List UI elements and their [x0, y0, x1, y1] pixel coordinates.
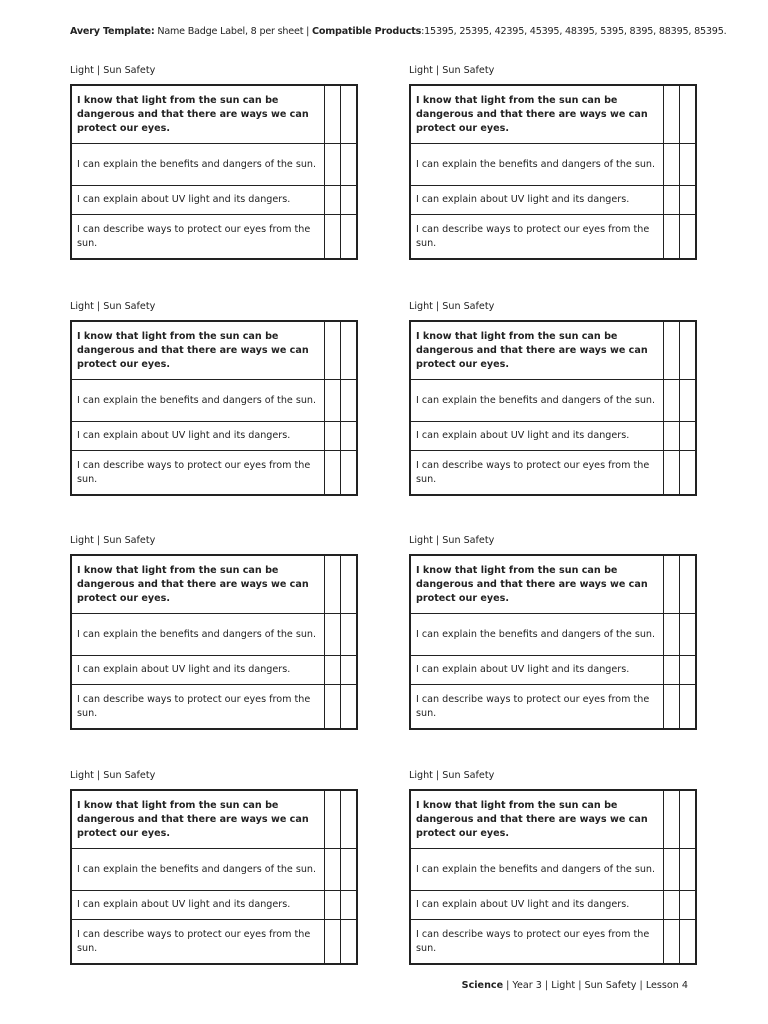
tick-box[interactable] — [325, 422, 341, 451]
badge-label — [70, 300, 358, 496]
tick-box[interactable] — [680, 451, 697, 496]
tick-box[interactable] — [680, 891, 697, 920]
objective-heading: I know that light from the sun can be dangerous and that there are ways we can protect our eyes. — [71, 790, 325, 849]
objective-statement: I can describe ways to protect our eyes from the sun. — [410, 215, 664, 260]
objective-statement: I can explain the benefits and dangers of the sun. — [410, 144, 664, 186]
objective-heading: I know that light from the sun can be dangerous and that there are ways we can protect our eyes. — [71, 555, 325, 614]
objective-row — [410, 321, 696, 380]
tick-box[interactable] — [325, 555, 341, 614]
label-title: Light | Sun Safety — [70, 65, 156, 76]
objectives-table — [409, 320, 697, 496]
objective-statement: I can explain the benefits and dangers of the sun. — [71, 144, 325, 186]
objective-row — [410, 215, 696, 260]
tick-box[interactable] — [680, 685, 697, 730]
objective-row — [71, 920, 357, 965]
tick-box[interactable] — [341, 380, 358, 422]
tick-box[interactable] — [341, 321, 358, 380]
sheet-header — [70, 26, 726, 37]
objective-statement: I can explain about UV light and its dangers. — [71, 891, 325, 920]
objective-row — [410, 451, 696, 496]
objective-statement: I can describe ways to protect our eyes from the sun. — [71, 215, 325, 260]
objective-row — [71, 422, 357, 451]
label-title: Light | Sun Safety — [409, 770, 495, 781]
objective-statement: I can explain about UV light and its dangers. — [71, 422, 325, 451]
tick-box[interactable] — [664, 380, 680, 422]
objectives-table — [70, 554, 358, 730]
tick-box[interactable] — [325, 849, 341, 891]
objective-statement: I can explain the benefits and dangers of the sun. — [71, 614, 325, 656]
objective-statement: I can explain the benefits and dangers of the sun. — [410, 849, 664, 891]
objective-row — [71, 891, 357, 920]
tick-box[interactable] — [325, 144, 341, 186]
badge-label — [70, 534, 358, 730]
label-title: Light | Sun Safety — [409, 535, 495, 546]
tick-box[interactable] — [680, 920, 697, 965]
objective-heading: I know that light from the sun can be dangerous and that there are ways we can protect our eyes. — [410, 555, 664, 614]
objective-statement: I can describe ways to protect our eyes from the sun. — [410, 685, 664, 730]
products-value: :15395, 25395, 42395, 45395, 48395, 5395, 8395, 88395, 85395. — [421, 26, 727, 37]
tick-box[interactable] — [341, 849, 358, 891]
objectives-table — [70, 789, 358, 965]
objective-row — [71, 656, 357, 685]
objective-statement: I can describe ways to protect our eyes from the sun. — [71, 451, 325, 496]
objectives-table — [409, 554, 697, 730]
objective-row — [410, 790, 696, 849]
label-title: Light | Sun Safety — [409, 65, 495, 76]
objective-statement: I can explain about UV light and its dangers. — [410, 656, 664, 685]
objective-row — [71, 144, 357, 186]
badge-label — [70, 769, 358, 965]
tick-box[interactable] — [664, 321, 680, 380]
tick-box[interactable] — [341, 891, 358, 920]
objective-row — [410, 656, 696, 685]
tick-box[interactable] — [680, 144, 697, 186]
objective-statement: I can describe ways to protect our eyes from the sun. — [71, 920, 325, 965]
tick-box[interactable] — [664, 215, 680, 260]
objective-statement: I can describe ways to protect our eyes from the sun. — [410, 920, 664, 965]
tick-box[interactable] — [325, 321, 341, 380]
footer-subject: Science — [461, 980, 504, 991]
label-title: Light | Sun Safety — [70, 535, 156, 546]
objectives-table — [409, 789, 697, 965]
tick-box[interactable] — [664, 85, 680, 144]
tick-box[interactable] — [325, 380, 341, 422]
tick-box[interactable] — [325, 656, 341, 685]
badge-label — [409, 534, 697, 730]
tick-box[interactable] — [680, 614, 697, 656]
tick-box[interactable] — [680, 215, 697, 260]
objective-heading: I know that light from the sun can be dangerous and that there are ways we can protect our eyes. — [71, 321, 325, 380]
tick-box[interactable] — [341, 422, 358, 451]
objective-row — [410, 186, 696, 215]
tick-box[interactable] — [341, 614, 358, 656]
objective-row — [410, 422, 696, 451]
badge-label — [70, 64, 358, 260]
objective-statement: I can explain about UV light and its dangers. — [71, 656, 325, 685]
objective-statement: I can explain about UV light and its dangers. — [71, 186, 325, 215]
objective-statement: I can explain the benefits and dangers of the sun. — [71, 849, 325, 891]
tick-box[interactable] — [664, 555, 680, 614]
objective-statement: I can explain the benefits and dangers of the sun. — [71, 380, 325, 422]
objective-row — [410, 614, 696, 656]
objective-row — [410, 685, 696, 730]
objective-heading: I know that light from the sun can be dangerous and that there are ways we can protect our eyes. — [410, 85, 664, 144]
tick-box[interactable] — [664, 920, 680, 965]
objective-statement: I can describe ways to protect our eyes from the sun. — [410, 451, 664, 496]
tick-box[interactable] — [325, 790, 341, 849]
tick-box[interactable] — [664, 790, 680, 849]
tick-box[interactable] — [325, 920, 341, 965]
objective-row — [71, 380, 357, 422]
objective-row — [410, 555, 696, 614]
tick-box[interactable] — [325, 215, 341, 260]
tick-box[interactable] — [341, 790, 358, 849]
tick-box[interactable] — [325, 186, 341, 215]
tick-box[interactable] — [664, 614, 680, 656]
tick-box[interactable] — [341, 920, 358, 965]
tick-box[interactable] — [664, 186, 680, 215]
objective-statement: I can explain the benefits and dangers of the sun. — [410, 380, 664, 422]
objectives-table — [409, 84, 697, 260]
tick-box[interactable] — [325, 614, 341, 656]
tick-box[interactable] — [664, 685, 680, 730]
objective-heading: I know that light from the sun can be dangerous and that there are ways we can protect our eyes. — [410, 321, 664, 380]
objective-row — [410, 85, 696, 144]
tick-box[interactable] — [680, 85, 697, 144]
tick-box[interactable] — [664, 656, 680, 685]
tick-box[interactable] — [341, 215, 358, 260]
tick-box[interactable] — [664, 144, 680, 186]
objective-row — [71, 555, 357, 614]
objective-statement: I can describe ways to protect our eyes from the sun. — [71, 685, 325, 730]
objective-row — [410, 380, 696, 422]
objective-row — [410, 891, 696, 920]
objective-statement: I can explain the benefits and dangers of the sun. — [410, 614, 664, 656]
tick-box[interactable] — [325, 685, 341, 730]
objective-row — [71, 614, 357, 656]
template-label: Avery Template: — [70, 26, 155, 37]
objective-row — [71, 685, 357, 730]
objective-row — [71, 451, 357, 496]
tick-box[interactable] — [680, 380, 697, 422]
objective-row — [71, 215, 357, 260]
label-title: Light | Sun Safety — [70, 301, 156, 312]
objective-row — [71, 790, 357, 849]
tick-box[interactable] — [664, 451, 680, 496]
products-label: Compatible Products — [312, 26, 422, 37]
template-value: Name Badge Label, 8 per sheet | — [157, 26, 313, 37]
objective-row — [71, 186, 357, 215]
tick-box[interactable] — [325, 891, 341, 920]
tick-box[interactable] — [680, 555, 697, 614]
tick-box[interactable] — [341, 144, 358, 186]
objectives-table — [70, 320, 358, 496]
tick-box[interactable] — [680, 790, 697, 849]
badge-label — [409, 300, 697, 496]
tick-box[interactable] — [664, 891, 680, 920]
tick-box[interactable] — [341, 656, 358, 685]
objective-row — [71, 321, 357, 380]
sheet-footer — [462, 980, 688, 991]
tick-box[interactable] — [341, 451, 358, 496]
tick-box[interactable] — [680, 321, 697, 380]
tick-box[interactable] — [341, 685, 358, 730]
objective-row — [71, 849, 357, 891]
label-title: Light | Sun Safety — [409, 301, 495, 312]
tick-box[interactable] — [664, 849, 680, 891]
objectives-table — [70, 84, 358, 260]
objective-row — [410, 849, 696, 891]
footer-details: | Year 3 | Light | Sun Safety | Lesson 4 — [503, 980, 688, 991]
objective-statement: I can explain about UV light and its dangers. — [410, 891, 664, 920]
tick-box[interactable] — [680, 186, 697, 215]
objective-statement: I can explain about UV light and its dangers. — [410, 422, 664, 451]
tick-box[interactable] — [341, 555, 358, 614]
tick-box[interactable] — [680, 656, 697, 685]
tick-box[interactable] — [341, 85, 358, 144]
tick-box[interactable] — [680, 849, 697, 891]
label-title: Light | Sun Safety — [70, 770, 156, 781]
tick-box[interactable] — [341, 186, 358, 215]
objective-row — [410, 920, 696, 965]
tick-box[interactable] — [664, 422, 680, 451]
objective-row — [71, 85, 357, 144]
badge-label — [409, 769, 697, 965]
tick-box[interactable] — [325, 451, 341, 496]
objective-heading: I know that light from the sun can be dangerous and that there are ways we can protect our eyes. — [71, 85, 325, 144]
tick-box[interactable] — [680, 422, 697, 451]
objective-row — [410, 144, 696, 186]
objective-heading: I know that light from the sun can be dangerous and that there are ways we can protect our eyes. — [410, 790, 664, 849]
badge-label — [409, 64, 697, 260]
tick-box[interactable] — [325, 85, 341, 144]
objective-statement: I can explain about UV light and its dangers. — [410, 186, 664, 215]
